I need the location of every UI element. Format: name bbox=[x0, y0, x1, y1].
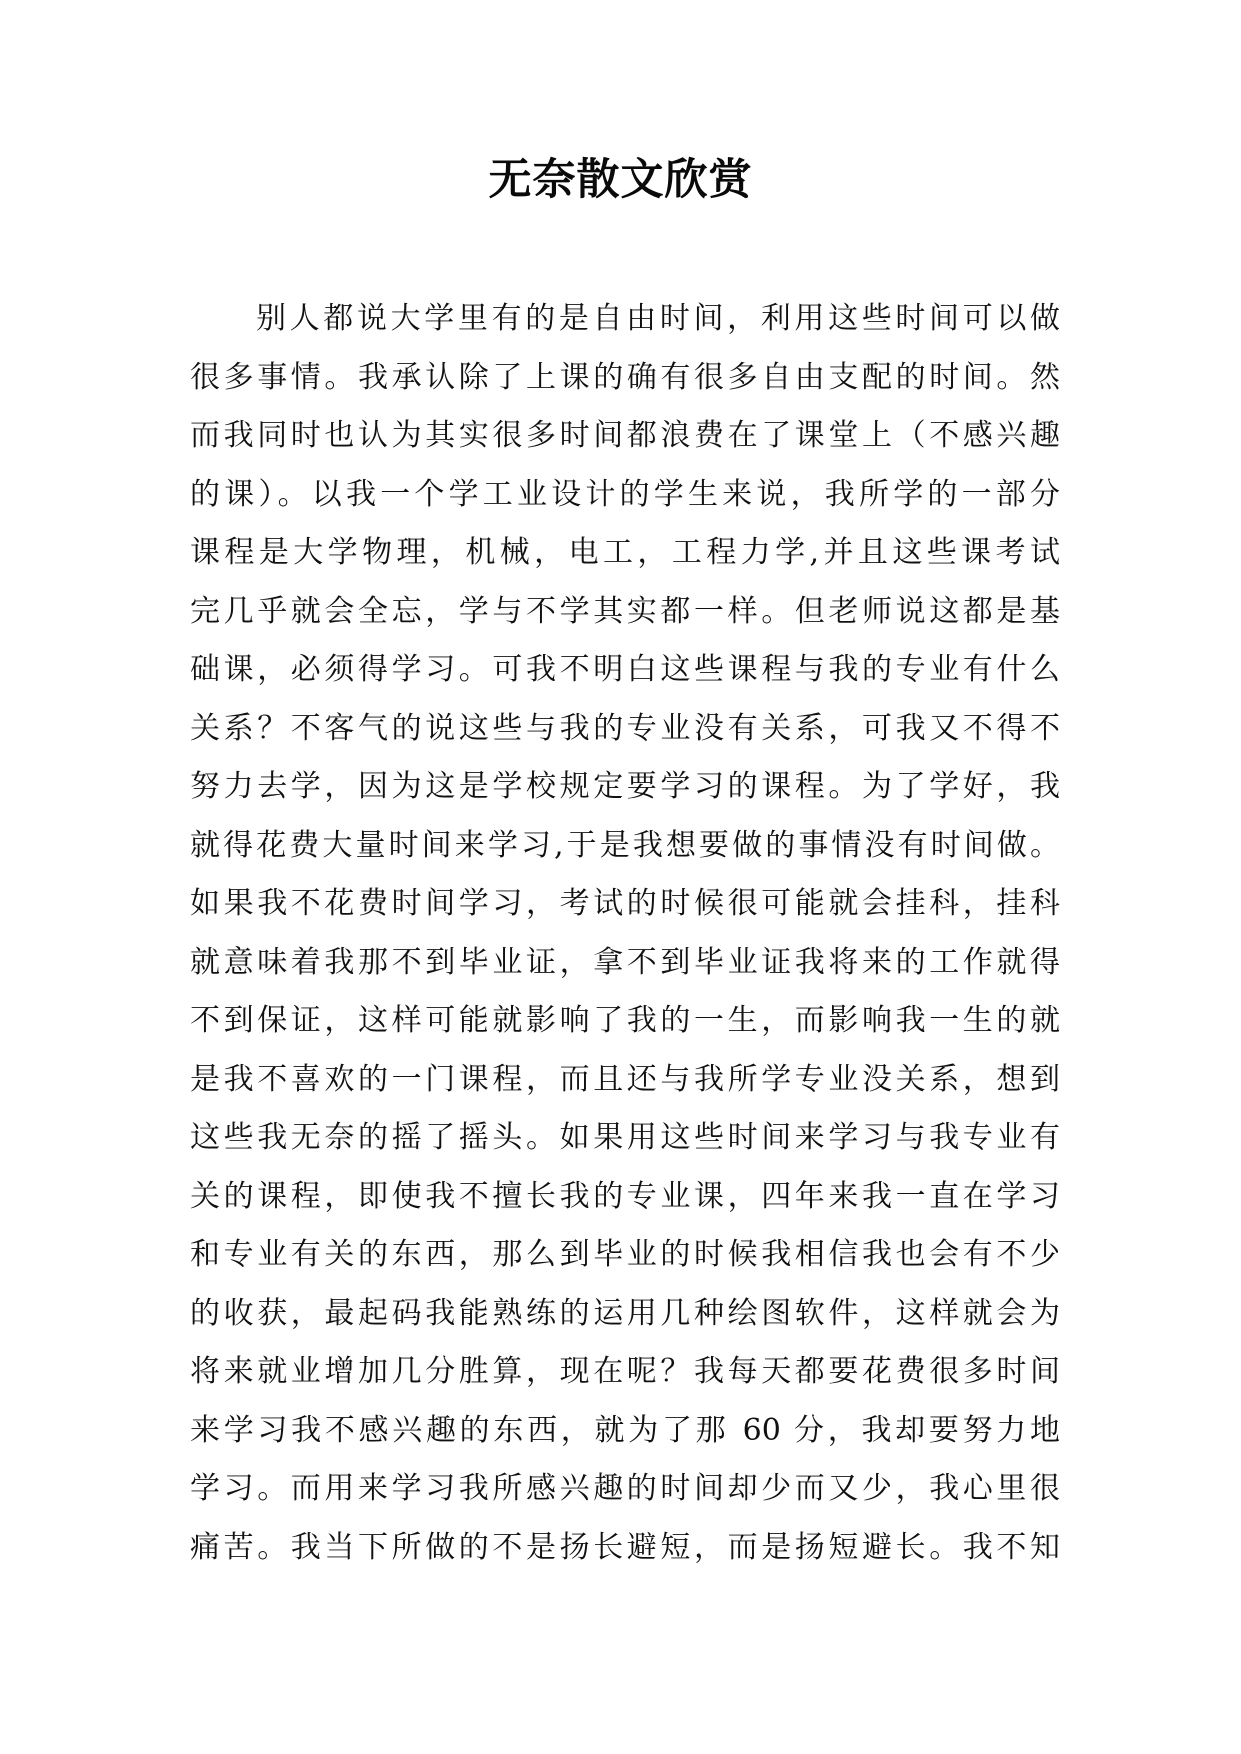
body-line: 的收获，最起码我能熟练的运用几种绘图软件，这样就会为 bbox=[190, 1295, 1060, 1331]
body-line: 是我不喜欢的一门课程，而且还与我所学专业没关系，想到 bbox=[190, 1061, 1060, 1097]
body-line: 而我同时也认为其实很多时间都浪费在了课堂上（不感兴趣 bbox=[190, 418, 1060, 453]
body-line: 这些我无奈的摇了摇头。如果用这些时间来学习与我专业有 bbox=[190, 1120, 1060, 1155]
body-line: 关系？不客气的说这些与我的专业没有关系，可我又不得不 bbox=[190, 710, 1060, 746]
body-line: 别人都说大学里有的是自由时间，利用这些时间可以做 bbox=[256, 301, 1060, 336]
body-line: 如果我不花费时间学习，考试的时候很可能就会挂科，挂科 bbox=[190, 886, 1060, 921]
body-line: 和专业有关的东西，那么到毕业的时候我相信我也会有不少 bbox=[190, 1237, 1060, 1272]
body-line: 很多事情。我承认除了上课的确有很多自由支配的时间。然 bbox=[190, 359, 1060, 395]
body-line: 痛苦。我当下所做的不是扬长避短，而是扬短避长。我不知 bbox=[190, 1529, 1060, 1565]
body-line: 努力去学，因为这是学校规定要学习的课程。为了学好，我 bbox=[190, 769, 1060, 804]
body-line: 来学习我不感兴趣的东西，就为了那 60 分，我却要努力地 bbox=[190, 1412, 1060, 1448]
body-line: 完几乎就会全忘，学与不学其实都一样。但老师说这都是基 bbox=[190, 593, 1060, 629]
body-line: 将来就业增加几分胜算，现在呢？我每天都要花费很多时间 bbox=[190, 1354, 1060, 1389]
document-body bbox=[190, 290, 1060, 1577]
body-line: 就得花费大量时间来学习,于是我想要做的事情没有时间做。 bbox=[190, 827, 1060, 863]
document-title: 无奈散文欣赏 bbox=[488, 155, 753, 205]
body-line: 的课）。以我一个学工业设计的学生来说，我所学的一部分 bbox=[190, 476, 1060, 512]
body-line: 学习。而用来学习我所感兴趣的时间却少而又少，我心里很 bbox=[190, 1471, 1060, 1506]
body-line: 课程是大学物理，机械，电工，工程力学,并且这些课考试 bbox=[190, 535, 1060, 570]
body-line: 不到保证，这样可能就影响了我的一生，而影响我一生的就 bbox=[190, 1003, 1060, 1038]
body-line: 础课，必须得学习。可我不明白这些课程与我的专业有什么 bbox=[190, 652, 1060, 687]
body-line: 就意味着我那不到毕业证，拿不到毕业证我将来的工作就得 bbox=[190, 944, 1060, 980]
body-line: 关的课程，即使我不擅长我的专业课，四年来我一直在学习 bbox=[190, 1178, 1060, 1214]
